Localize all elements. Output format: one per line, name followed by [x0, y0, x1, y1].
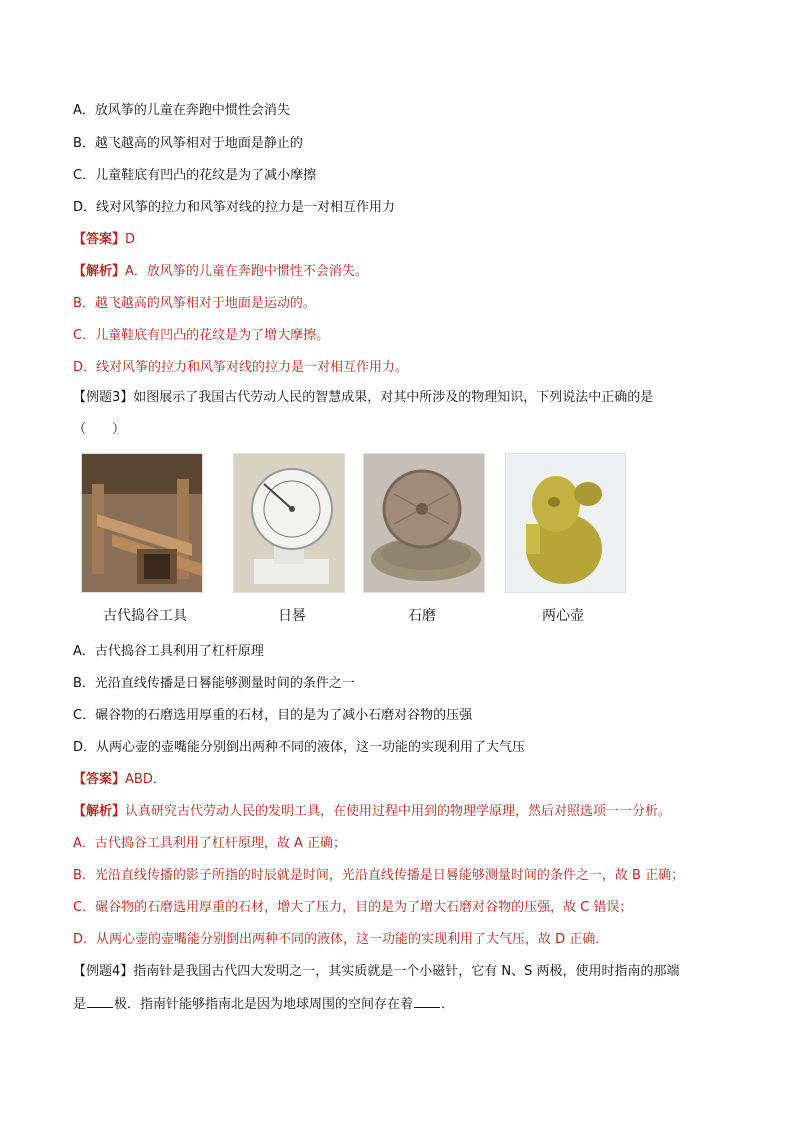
q2-option-b: B．越飞越高的风筝相对于地面是静止的 — [73, 136, 303, 151]
q3-option-a: A．古代捣谷工具利用了杠杆原理 — [73, 644, 264, 659]
q4-line2-a: 是 — [73, 997, 87, 1012]
q2-analysis-d: D．线对风筝的拉力和风筝对线的拉力是一对相互作用力。 — [73, 360, 409, 375]
q3-analysis-a: A．古代捣谷工具利用了杠杆原理，故 A 正确； — [73, 836, 347, 851]
q2-analysis-a — [73, 263, 733, 281]
answer-blank-1[interactable] — [87, 995, 113, 1008]
answer-tag: 【答案】 — [73, 232, 126, 247]
figure-two-heart-pot — [505, 453, 626, 593]
analysis-tag: 【解析】 — [73, 804, 126, 819]
analysis-text: 认真研究古代劳动人民的发明工具，在使用过程中用到的物理学原理，然后对照选项一一分析。 — [125, 804, 672, 819]
q2-analysis-c: C．儿童鞋底有凹凸的花纹是为了增大摩擦。 — [73, 328, 330, 343]
q3-stem-text: 如图展示了我国古代劳动人民的智慧成果，对其中所涉及的物理知识，下列说法中正确的是 — [133, 390, 654, 405]
q3-label: 【例题3】 — [73, 390, 134, 405]
q3-option-c: C．碾谷物的石磨选用厚重的石材，目的是为了减小石磨对谷物的压强 — [73, 708, 473, 723]
figure-caption-4: 两心壶 — [542, 608, 584, 624]
figure-sundial — [233, 453, 345, 593]
q3-answer — [73, 771, 733, 789]
q4-line2-c: ． — [441, 997, 455, 1012]
q2-option-a: A．放风筝的儿童在奔跑中惯性会消失 — [73, 103, 290, 118]
q3-analysis-c: C．碾谷物的石磨选用厚重的石材，增大了压力，目的是为了增大石磨对谷物的压强，故 C 错误； — [73, 900, 633, 915]
answer-value: ABD． — [125, 772, 166, 787]
answer-blank-2[interactable] — [414, 995, 440, 1008]
answer-value: D — [125, 232, 136, 247]
answer-tag: 【答案】 — [73, 772, 126, 787]
q3-analysis-b: B．光沿直线传播的影子所指的时辰就是时间，光沿直线传播是日晷能够测量时间的条件之一，故 B 正确； — [73, 868, 685, 883]
q4-stem-line2 — [73, 995, 733, 1014]
q2-answer — [73, 231, 733, 249]
q3-stem — [73, 389, 733, 407]
q2-option-c: C．儿童鞋底有凹凸的花纹是为了减小摩擦 — [73, 168, 317, 183]
q4-line2-b: 极．指南针能够指南北是因为地球周围的空间存在着 — [114, 997, 414, 1012]
q3-analysis-intro — [73, 803, 733, 821]
q3-analysis-d: D．从两心壶的壶嘴能分别倒出两种不同的液体，这一功能的实现利用了大气压，故 D 正确． — [73, 932, 609, 947]
analysis-tag: 【解析】 — [73, 264, 126, 279]
q2-option-d: D．线对风筝的拉力和风筝对线的拉力是一对相互作用力 — [73, 200, 396, 215]
q2-analysis-b: B．越飞越高的风筝相对于地面是运动的。 — [73, 296, 316, 311]
q3-option-d: D．从两心壶的壶嘴能分别倒出两种不同的液体，这一功能的实现利用了大气压 — [73, 740, 526, 755]
q4-label: 【例题4】 — [73, 964, 134, 979]
figure-grain-pounder — [81, 453, 203, 593]
q4-stem-line1 — [73, 963, 733, 981]
q4-stem-text: 指南针是我国古代四大发明之一，其实质就是一个小磁针，它有 N、S 两极，使用时指南的那端 — [133, 964, 680, 979]
analysis-text: A．放风筝的儿童在奔跑中惯性不会消失。 — [125, 264, 368, 279]
q3-paren: （ ） — [73, 422, 126, 437]
q3-option-b: B．光沿直线传播是日晷能够测量时间的条件之一 — [73, 676, 355, 691]
figure-caption-3: 石磨 — [408, 608, 436, 624]
figure-stone-mill — [363, 453, 485, 593]
figure-caption-1: 古代捣谷工具 — [103, 608, 187, 624]
figure-caption-2: 日晷 — [278, 608, 306, 624]
